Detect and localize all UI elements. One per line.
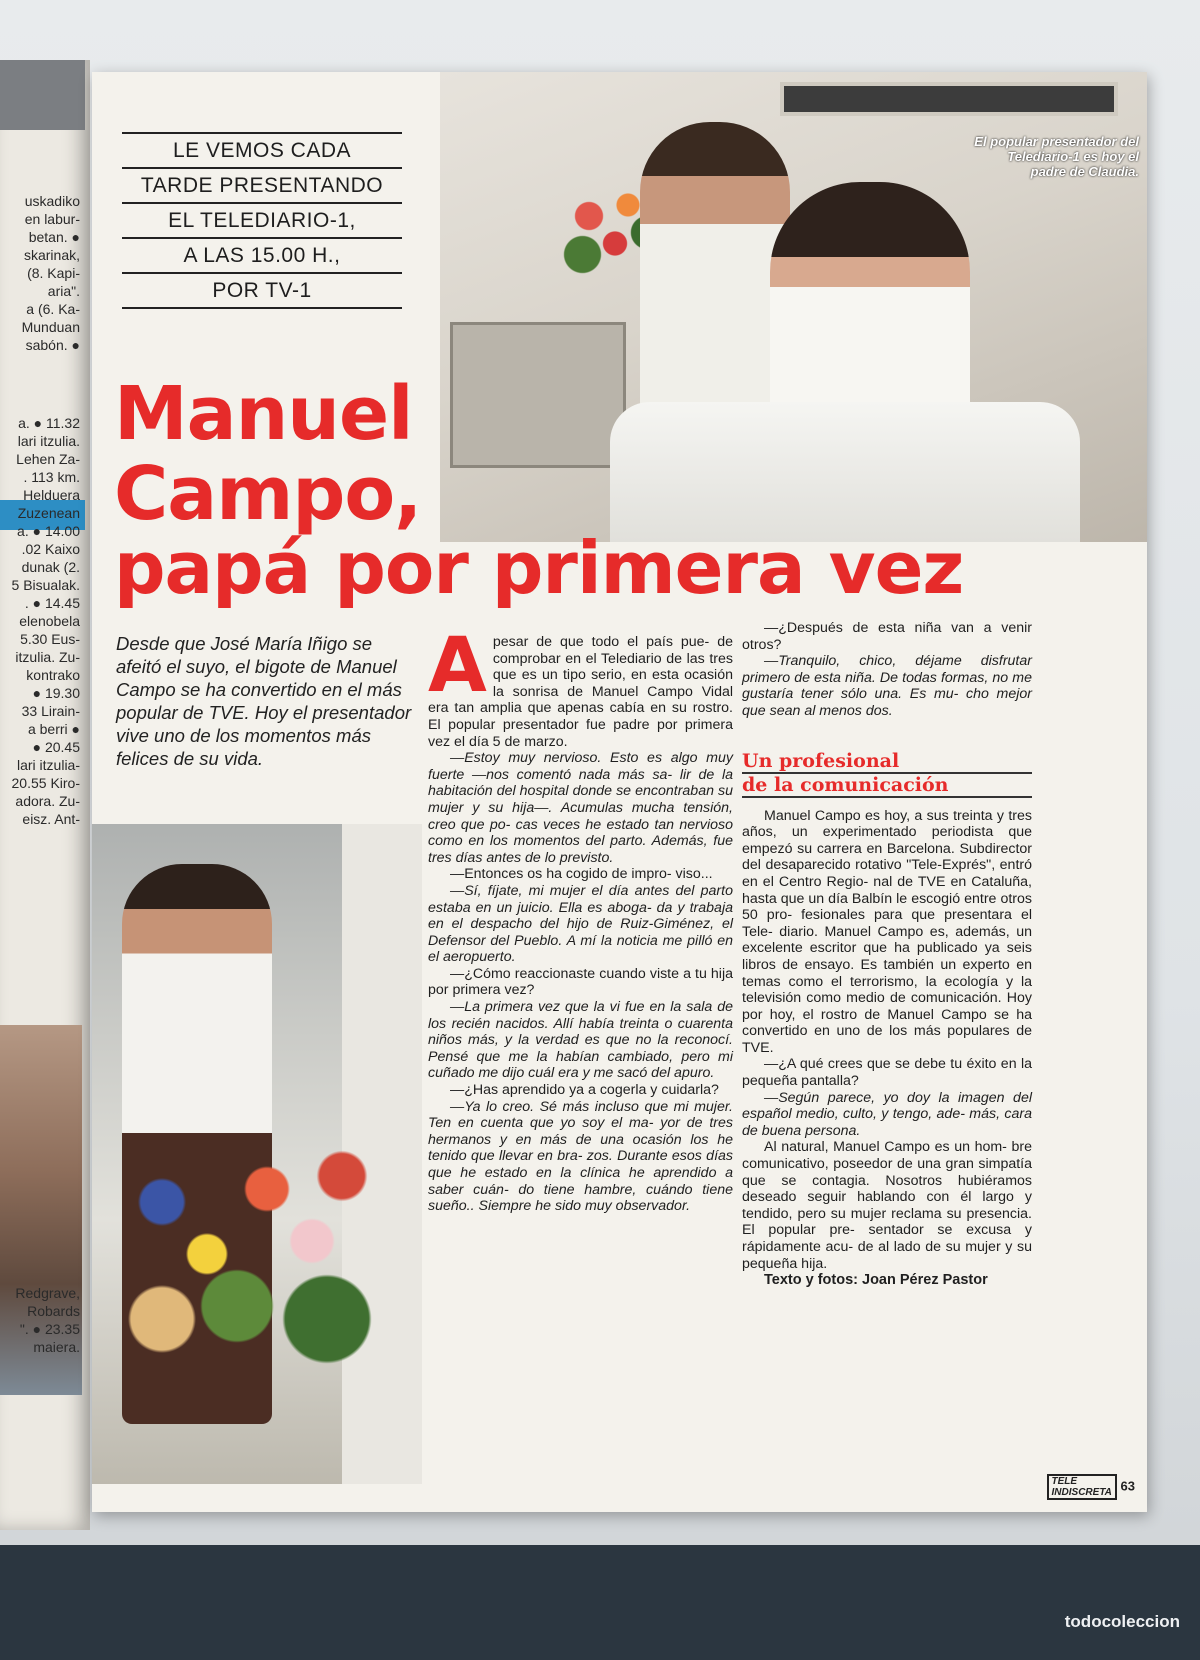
previous-page-line: itzulia. Zu- (15, 649, 80, 665)
kicker-line: TARDE PRESENTANDO (122, 167, 402, 202)
article-paragraph: —Según parece, yo doy la imagen del español medio, culto, y tengo, ade- más, cara de buena persona. (742, 1089, 1032, 1139)
previous-page-header-bar (0, 60, 85, 130)
previous-page-line: lari itzulia- (16, 757, 80, 773)
previous-page-line: ● 19.30 (32, 685, 80, 701)
previous-page-line: ● 20.45 (32, 739, 80, 755)
previous-page-line: aria". (47, 283, 80, 299)
article-paragraph: pesar de que todo el país pue- de comprobar en el Telediario de las tres que es un tipo serio, en esta ocasión la sonrisa de Manuel Campo Vidal era tan amplia que apenas cabía en su rostro. El popular presentador fue padre por primera vez el día 5 de marzo. (428, 634, 733, 750)
previous-page-line: 20.55 Kiro- (11, 775, 80, 791)
article-paragraph: —La primera vez que la vi fue en la sala de los recién nacidos. Allí había treinta o cuarenta niños más, y la verdad es que no la reconocí. Pensé que me la habían cambiado, pero mi cuñado me dijo cuál era y me sacó del apuro. (428, 999, 733, 1082)
mother-figure (770, 182, 970, 432)
headline-line-1: Manuel (114, 371, 413, 457)
previous-page-line: Robards (27, 1303, 80, 1319)
article-paragraph: —Estoy muy nervioso. Esto es algo muy fuerte —nos comentó nada más sa- lir de la habitación del hospital donde se encontraban su mujer y su hija—. Acumulas mucha tensión, creo que po- cas veces he estado tan nervioso como en los momentos del parto. Además, fue tres días antes de lo previsto. (428, 750, 733, 866)
previous-page-line: 5 Bisualak. (11, 577, 80, 593)
kicker-line: LE VEMOS CADA (122, 132, 402, 167)
father-figure (640, 122, 790, 422)
previous-page-line: . ● 14.45 (24, 595, 80, 611)
previous-page-line: ". ● 23.35 (19, 1321, 80, 1337)
page-number: 63 (1120, 1478, 1135, 1494)
magazine-logo (1047, 1474, 1117, 1500)
article-paragraph: Manuel Campo es hoy, a sus treinta y tres años, un experimentado periodista que empezó su carrera en Barcelona. Subdirector del desaparecido rotativo "Tele-Exprés", entró en el Centro Regio- nal de TVE en Cataluña, hasta que un día Balbín le escogió entre otros 50 pro- fesionales para que presentara el Tele- diario. Manuel Campo es, además, un excelente escritor que ha publicado ya seis libros de ensayo. Es también un experto en temas como el terrorismo, la ecología y la televisión como medio de comunicación. Hoy por hoy, el rostro de Manuel Campo se ha convertido en uno de los más populares de TVE. (742, 807, 1032, 1056)
hospital-photo (440, 72, 1147, 542)
previous-page-line: elenobela (19, 613, 80, 629)
article-paragraph: —Ya lo creo. Sé más incluso que mi mujer. Ten en cuenta que yo soy el ma- yor de tres hermanos y en más de una ocasión los he tenido que llevar en bra- zos. Durante esos días que he estado en la clínica he aprendido a saber cuán- do tiene hambre, cuándo tiene sueño.. Siempre he sido muy observador. (428, 1098, 733, 1215)
subhead-line: Un profesional (742, 750, 1032, 774)
headline-line-2: Campo, (114, 451, 422, 537)
previous-page-line: Redgrave, (15, 1285, 80, 1301)
previous-page-line: en labur- (24, 211, 80, 227)
previous-page-line: Munduan (21, 319, 80, 335)
previous-page-line: a berri ● (27, 721, 80, 737)
previous-page-line: adora. Zu- (15, 793, 80, 809)
previous-page-line: maiera. (33, 1339, 80, 1355)
flowers-photo (92, 824, 422, 1484)
previous-page-line: . 113 km. (23, 469, 80, 485)
previous-page-line: skarinak, (23, 247, 80, 263)
table-edge (0, 1545, 1200, 1660)
lead-paragraph: Desde que José María Iñigo se afeitó el suyo, el bigote de Manuel Campo se ha convertido en el más popular de TVE. Hoy el presentador vive uno de los momentos más felices de su vida. (116, 633, 412, 769)
article-paragraph: —¿Cómo reaccionaste cuando viste a tu hija por primera vez? (428, 965, 733, 999)
previous-page-line: a. ● 14.00 (17, 523, 80, 539)
logo-bottom: INDISCRETA (1051, 1487, 1112, 1498)
air-vent (780, 82, 1118, 116)
photo-caption: El popular presentador del Telediario-1 es hoy el padre de Claudia. (974, 134, 1139, 179)
section-subhead (742, 750, 1032, 800)
kicker-line: POR TV-1 (122, 272, 402, 309)
previous-page-line: dunak (2. (21, 559, 80, 575)
previous-page-line: sabón. ● (25, 337, 80, 353)
article-paragraph: —¿Has aprendido ya a cogerla y cuidarla? (450, 1082, 719, 1099)
article-column-2 (742, 620, 1032, 1289)
previous-page-line: a. ● 11.32 (18, 415, 80, 431)
article-paragraph: —Tranquilo, chico, déjame disfrutar primero de esta niña. De todas formas, no me gustaría tener sólo una. Es mu- cho mejor que sean al menos dos. (742, 653, 1032, 719)
article-credit: Texto y fotos: Joan Pérez Pastor (764, 1272, 988, 1289)
kicker-line: A LAS 15.00 H., (122, 237, 402, 272)
article-paragraph: —Sí, fíjate, mi mujer el día antes del parto estaba en un juicio. Ella es aboga- da y trabaja en el despacho del hijo de Ruiz-Giménez, el Defensor del Pueblo. A mí la noticia me pilló en el aeropuerto. (428, 882, 733, 966)
magazine-page (92, 72, 1147, 1512)
previous-page-line: Lehen Za- (16, 451, 80, 467)
logo-top: TELE (1051, 1476, 1078, 1487)
bed-sheet (610, 402, 1080, 542)
headline-line-3: papá por primera vez (114, 526, 964, 610)
magazine-footer (1047, 1474, 1135, 1500)
previous-page-line: Zuzenean (17, 505, 80, 521)
previous-page-line: eisz. Ant- (22, 811, 80, 827)
watermark: todocoleccion (1064, 1612, 1180, 1631)
previous-page-line: 5.30 Eus- (20, 631, 80, 647)
previous-page-line: 33 Lirain- (21, 703, 80, 719)
subhead-line: de la comunicación (742, 774, 1032, 798)
article-paragraph: —Entonces os ha cogido de impro- viso... (450, 866, 713, 883)
kicker-box (122, 132, 402, 309)
article-paragraph: Al natural, Manuel Campo es un hom- bre comunicativo, poseedor de una gran simpatía que se contagia. Nosotros hubiéramos deseado seguir hablando con él largo y tendido, pero su mujer reclama su presencia. El popular pre- sentador se excusa y rápidamente acu- de al lado de su mujer y su pequeña hija. (742, 1139, 1032, 1272)
previous-page-line: Helduera (23, 487, 80, 503)
article-column-1 (428, 620, 733, 1215)
previous-page-line: (8. Kapi- (27, 265, 80, 281)
bouquet (102, 1124, 402, 1384)
kicker-line: EL TELEDIARIO-1, (122, 202, 402, 237)
article-paragraph: —¿Después de esta niña van a venir otros? (742, 620, 1032, 653)
previous-page (0, 60, 90, 1530)
article-paragraph: —¿A qué crees que se debe tu éxito en la pequeña pantalla? (742, 1056, 1032, 1090)
previous-page-line: kontrako (26, 667, 80, 683)
drop-cap: A (428, 620, 487, 709)
previous-page-line: uskadiko (24, 193, 80, 209)
baby-crib (450, 322, 626, 468)
previous-page-line: .02 Kaixo (21, 541, 80, 557)
previous-page-line: lari itzulia. (17, 433, 80, 449)
previous-page-line: a (6. Ka- (26, 301, 80, 317)
previous-page-line: betan. ● (28, 229, 80, 245)
